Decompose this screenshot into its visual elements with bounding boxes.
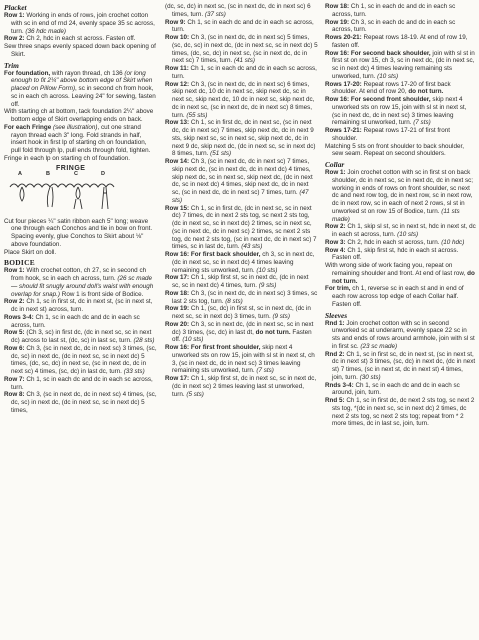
- fringe-label-b: B: [46, 170, 50, 177]
- collar-instructions: [325, 169, 476, 309]
- instruction-paragraph: With starting ch at bottom, tack foundation 2¼" above bottom edge of Skirt overlapping ends on back.: [4, 108, 154, 123]
- instruction-paragraph: Row 6: Ch 3, (sc in next dc, dc in next sc) 3 times, (sc, dc, sc) in next dc, (dc in next sc, sc in next dc) 5 times, (dc, sc, dc) in next sc, (sc in next dc, dc in next sc) 4 times, (sc, dc) in last dc, turn. (33 sts): [4, 344, 157, 375]
- instruction-paragraph: Row 17: Ch 1, skip first st, dc in next sc, sc in next dc, (dc in next sc) 2 times leaving last st unworked, turn. (5 sts): [165, 375, 317, 398]
- fringe-label-a: A: [18, 170, 22, 177]
- instruction-paragraph: Row 10: Ch 3, (sc in next dc, dc in next sc) 5 times, (sc, dc, sc) in next dc, (dc in next sc, sc in next dc) 5 times, (dc, sc, dc) in next sc, (sc in next dc, dc in next sc) 7 times, turn. (41 sts): [165, 34, 318, 65]
- fringe-title: FRINGE: [56, 164, 86, 172]
- instruction-paragraph: Row 19: Ch 1, (sc, dc) in first st, sc in next dc, (dc in next sc, sc in next dc) 3 times, turn. (9 sts): [165, 305, 311, 320]
- instruction-paragraph: Cut four pieces ¼" satin ribbon each 5" long; weave one through each Conchos and tie in bow on front. Spacing evenly, glue Conchos to Skirt about ⅛" above foundation.: [4, 217, 153, 248]
- instruction-paragraph: Row 14: Ch 3, (sc in next dc, dc in next sc) 7 times, skip next dc, (sc in next dc, dc in next dc) 4 times, skip next dc, sc in next sc, skip next dc, (dc in next dc, sc in next dc) 4 times, skip next dc, dc in next sc, (sc in next dc, dc in next sc) 7 times, turn. (47 sts): [165, 158, 313, 204]
- instruction-paragraph: (dc, sc, dc) in next sc, (sc in next dc, dc in next sc) 6 times, turn. (37 sts): [165, 3, 311, 18]
- instruction-paragraph: Row 18: Ch 3, (sc in next dc, dc in next sc) 3 times, sc last 2 sts tog, turn. (8 sts): [165, 289, 318, 305]
- instruction-paragraph: Place Skirt on doll.: [4, 248, 57, 256]
- sleeves-instructions: [325, 320, 476, 429]
- instruction-paragraph: Row 15: Ch 1, sc in first dc, (dc in next sc, sc in next dc) 7 times, dc in next 2 sts tog, sc next 2 sts tog, (dc in next sc, sc in next dc) 2 times, sc in next sc, (sc in next dc, dc in next sc) 2 times, sc next 2 sts tog, dc next 2 sts tog, (sc in next dc, dc in next sc) 7 times, sc in last dc, turn. (43 sts): [165, 204, 317, 251]
- instruction-paragraph: Row 7: Ch 1, sc in each dc and dc in each sc across, turn.: [4, 375, 153, 391]
- bodice-heading: BODICE: [4, 258, 35, 268]
- instruction-paragraph: Fringe in each lp on starting ch of foundation.: [4, 154, 131, 162]
- instruction-paragraph: Row 16: For second back shoulder, join with sl st in first st on row 15, ch 3, sc in next dc, (dc in next sc, sc in next dc) 4 times leaving remaining sts unworked, turn. (10 sts): [325, 49, 475, 80]
- pattern-page: [4, 3, 476, 637]
- instruction-paragraph: Row 9: Ch 1, sc in each dc and dc in each sc across, turn.: [165, 18, 314, 34]
- trim-heading: Trim: [4, 60, 19, 70]
- instruction-paragraph: Row 5: (Ch 3, sc) in first dc, (dc in next sc, sc in next dc) across to last st, (dc, sc) in last sc, turn. (28 sts): [4, 329, 155, 344]
- instruction-paragraph: Sew three snaps evenly spaced down back opening of Skirt.: [4, 43, 156, 58]
- instruction-paragraph: For foundation, with rayon thread, ch 136 (or long enough to fit 2¼" above bottom edge of Skirt when placed on Pillow Form), sc in second ch from hook, sc in each ch across. Leaving 24" for sewing, fasten off.: [4, 69, 156, 108]
- instruction-paragraph: Row 8: Ch 3, (sc in next dc, dc in next sc) 4 times, (sc, dc, sc) in next dc, (dc in next sc, sc in next dc) 5 times,: [4, 391, 157, 414]
- instruction-paragraph: Row 2: Ch 1, skip sl st, sc in next st, hdc in next st, dc in each st across, turn. (10 sts): [325, 223, 476, 238]
- instruction-paragraph: Matching 5 sts on front shoulder to back shoulder, sew seam. Repeat on second shoulders.: [325, 142, 464, 158]
- instruction-paragraph: Row 16: For first front shoulder, skip next 4 unworked sts on row 15, join with sl st in next st, ch 3, (sc in next dc, dc in next sc) 3 times leaving remaining sts unworked, turn. (7 sts): [165, 344, 315, 375]
- instruction-paragraph: Row 13: Ch 1, sc in first dc, dc in next sc, (sc in next dc, dc in next sc) 7 times, skip next dc, dc in next 9 sts, skip next sc, sc in next sc, skip next dc, dc in next 9 dc, skip next dc, (dc in next sc, sc in next dc) 8 times, turn. (51 sts): [165, 119, 316, 158]
- sleeves-heading: Sleeves: [325, 310, 348, 320]
- fringe-label-d: D: [101, 170, 105, 177]
- column-3: [325, 3, 476, 637]
- instruction-paragraph: Rows 3-4: Ch 1, sc in each dc and dc in each sc across, turn.: [4, 313, 140, 329]
- instruction-paragraph: Row 12: Ch 3, (sc in next dc, dc in next sc) 6 times, skip next dc, 10 dc in next sc, skip next dc, sc in next sc, skip next dc, 10 dc in next sc, skip next dc, dc in next sc, (sc in next dc, dc in next sc) 8 times, turn. (55 sts): [165, 80, 315, 119]
- instruction-paragraph: Row 4: Ch 1, skip first st, hdc in each st across. Fasten off.: [325, 246, 459, 262]
- ribbon-instructions: [4, 218, 157, 257]
- placket-instructions: [4, 12, 157, 59]
- instruction-paragraph: Row 20: Ch 3, sc in next dc, (dc in next sc, sc in next dc) 3 times, (sc, dc) in last dt, do not turn. Fasten off. (10 sts): [165, 320, 314, 344]
- bodice-instructions: [4, 267, 157, 414]
- instruction-paragraph: Rnds 3-4: Ch 1, sc in each dc and dc in each sc around, join, turn.: [325, 381, 460, 397]
- instruction-paragraph: Rnd 5: Ch 1, sc in first dc, dc next 2 sts tog, sc next 2 sts tog, *(dc in next sc, sc in next dc) 2 times, dc next 2 sts tog, sc next 2 sts tog; repeat from * 2 more times, dc in last sc, join, turn.: [325, 397, 475, 428]
- instruction-paragraph: Row 1: Join crochet cotton with sc in first st on back shoulder, dc in next sc, sc in next dc, dc in next sc; working in ends of rows on front shoulder, sc next dc and next row tog, dc in next row, sc in next row, dc in next row, sc in each of next 2 rows, sl st in unworked st on row 15 of Bodice, turn. (11 sts made): [325, 169, 474, 223]
- instruction-paragraph: For trim, ch 1, reverse sc in each st and in end of each row across top edge of each Collar half. Fasten off.: [325, 285, 464, 308]
- instruction-paragraph: Rnd 1: Join crochet cotton with sc in second unworked sc at underarm, evenly space 22 sc in sts and ends of rows around armhole, join with sl st in first sc. (23 sc made): [325, 319, 475, 350]
- instruction-paragraph: Row 1: With crochet cotton, ch 27, sc in second ch from hook, sc in each ch across, turn. (26 sc made— should fit snugly around doll's waist with enough overlap for snap.) Row 1 is front side of Bodice.: [4, 267, 154, 298]
- column-2: [165, 3, 318, 637]
- instruction-paragraph: Row 18: Ch 1, sc in each dc and dc in each sc across, turn.: [325, 3, 456, 18]
- instruction-paragraph: Row 11: Ch 1, sc in each dc and dc in each sc across, turn.: [165, 65, 317, 80]
- instruction-paragraph: For each Fringe (see illustration), cut one strand rayon thread each 3" long. Fold strands in half, insert hook in first lp of starting ch on foundation, pull fold through lp, pull ends through fold, tighten.: [4, 123, 151, 154]
- shoulder-instructions: [325, 3, 476, 158]
- placket-heading: Placket: [4, 3, 27, 12]
- instruction-paragraph: Rows 17-21: Repeat rows 17-21 of first front shoulder.: [325, 127, 450, 142]
- instruction-paragraph: Row 3: Ch 2, hdc in each st across, turn. (10 hdc): [325, 238, 465, 246]
- instruction-paragraph: Row 2: Ch 1, sc in first st, dc in next st, (sc in next st, dc in next st) across, turn.: [4, 298, 153, 313]
- fringe-illustration: [4, 165, 157, 215]
- fringe-label-c: C: [74, 170, 78, 177]
- instruction-paragraph: Row 2: Ch 2, hdc in each st across. Fasten off.: [4, 35, 136, 43]
- collar-heading: Collar: [325, 160, 345, 169]
- instruction-paragraph: With wrong side of work facing you, repeat on remaining shoulder and front. At end of last row, do not turn.: [325, 262, 475, 285]
- fringe-diagram: [4, 170, 124, 213]
- instruction-paragraph: Row 19: Ch 3, sc in each dc and dc in each sc across, turn.: [325, 18, 456, 34]
- instruction-paragraph: Row 16: For first back shoulder, ch 3, sc in next dc, (dc in next sc, sc in next dc) 4 times leaving remaining sts unworked, turn. (10 sts): [165, 251, 315, 274]
- column-1: [4, 3, 157, 637]
- instruction-paragraph: Rows 20-21: Repeat rows 18-19. At end of row 19, fasten off.: [325, 34, 468, 49]
- bodice-instructions-continued: [165, 3, 318, 398]
- instruction-paragraph: Rows 17-20: Repeat rows 17-20 of first back shoulder. At end of row 20, do not turn.: [325, 80, 451, 96]
- instruction-paragraph: Row 16: For second front shoulder, skip next 4 unworked sts on row 15, join with sl st in next st, (sc in next dc, dc in next sc) 3 times leaving remaining st unworked, turn. (7 sts): [325, 96, 467, 127]
- instruction-paragraph: Row 1: Working in ends of rows, join crochet cotton with sc in end of rnd 24, evenly space 35 sc across, turn. (36 hdc made): [4, 12, 155, 35]
- instruction-paragraph: Rnd 2: Ch 1, sc in first sc, dc in next st, (sc in next st, dc in next st) 3 times, (sc, dc) in next dc, (dc in next st) 7 times, (sc in next st, dc in next st) 4 times, join, turn. (30 sts): [325, 350, 476, 381]
- trim-instructions: [4, 70, 157, 163]
- instruction-paragraph: Row 17: Ch 1, skip first st, sc in next dc, (dc in next sc, sc in next dc) 4 times, turn. (9 sts): [165, 274, 309, 289]
